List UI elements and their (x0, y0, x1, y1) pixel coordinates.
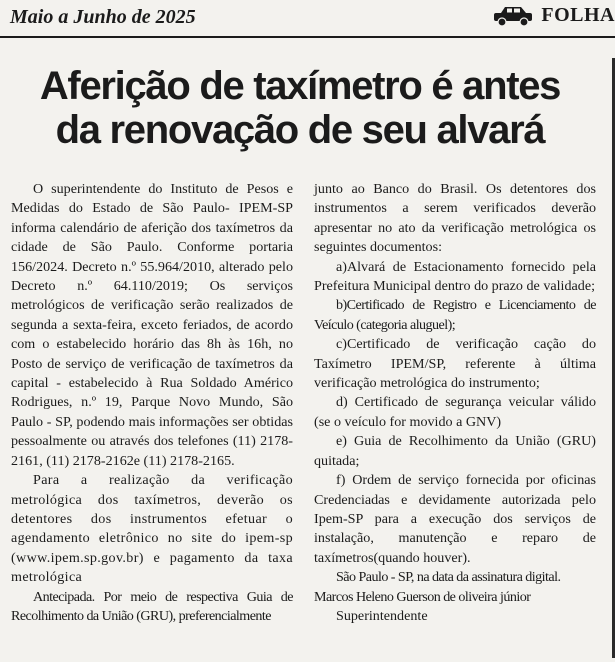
article-column-2 (314, 180, 596, 626)
paragraph-intro: O superintendente do Instituto de Pesos e Medidas do Estado de São Paulo- IPEM-SP informa calendário de aferição dos taxímetros da cidade de São Paulo. Conforme portaria 156/2024. Decreto n.º 55.964/2010, alterado pelo Decreto n.º 64.110/2019; Os serviços metrológicos de verificação serão realizados de segunda a sexta-feira, exceto feriados, de acordo com o estabelecido horário das 8h às 16h, no Posto de serviço de verificação de taxímetros da capital - estabelecido à Rua Soldado Américo Rodrigues, n.º 19, Parque Novo Mundo, São Paulo - SP, podendo mais informações ser obtidas pessoalmente ou através dos telefones (11) 2178-2161, (11) 2178-2162e (11) 2178-2165. (11, 181, 293, 469)
page-header (0, 0, 615, 38)
list-item-e: e) Guia de Recolhimento da União (GRU) quitada; (314, 433, 596, 469)
headline-line-2: da renovação de seu alvará (55, 108, 545, 152)
paragraph-payment: Antecipada. Por meio de respectiva Guia de Recolhimento da União (GRU), preferencialmente (11, 588, 293, 624)
article-column-1 (11, 180, 293, 626)
signature-name: Marcos Heleno Guerson de oliveira júnior (314, 588, 531, 605)
list-item-b: b)Certificado de Registro e Licenciamento de Veículo (categoria aluguel); (314, 297, 596, 333)
signature-role: Superintendente (336, 607, 428, 624)
newspaper-brand (491, 4, 615, 27)
signature-place-date: São Paulo - SP, na data da assinatura digital. (336, 569, 561, 586)
list-item-a: a)Alvará de Estacionamento fornecido pela Prefeitura Municipal dentro do prazo de validade; (314, 258, 596, 295)
paragraph-documents-intro: junto ao Banco do Brasil. Os detentores dos instrumentos a serem verificados deverão apresentar no ato da verificação metrológica os seguintes documentos: (314, 181, 596, 256)
list-item-c: c)Certificado de verificação cação do Taxímetro IPEM/SP, referente à última verificação metrológica do instrumento; (314, 336, 596, 392)
article-headline (0, 64, 600, 152)
paragraph-scheduling: Para a realização da verificação metrológica dos taxímetros, deverão os detentores dos instrumentos efetuar o agendamento eletrônico no site do ipem-sp (www.ipem.sp.gov.br) e pagamento da taxa metrológica (11, 472, 293, 586)
car-icon (491, 5, 535, 27)
edition-date: Maio a Junho de 2025 (10, 6, 196, 28)
headline-line-1: Aferição de taxímetro é antes (39, 64, 561, 108)
list-item-d: d) Certificado de segurança veicular válido (se o veículo for movido a GNV) (314, 394, 596, 430)
list-item-f: f) Ordem de serviço fornecida por oficinas Credenciadas e devidamente autorizada pelo Ipem-SP para a execução dos serviços de instalação, manutenção e reparo de taxímetros(quando houver). (314, 472, 596, 566)
brand-name: FOLHA (541, 4, 615, 26)
